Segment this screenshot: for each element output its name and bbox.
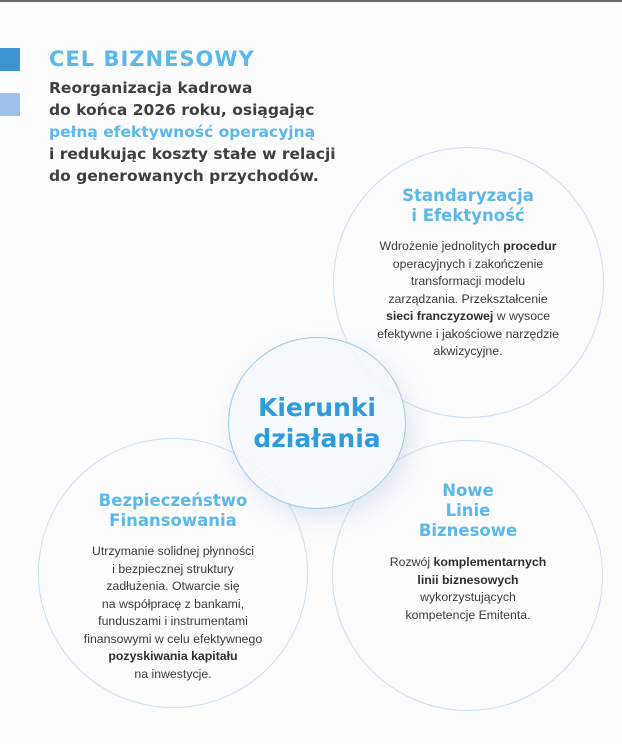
- goal-line: Reorganizacja kadrowa: [49, 79, 253, 97]
- body-bold: pozyskiwania kapitału: [108, 649, 238, 663]
- body-bold: komplementarnych: [433, 555, 547, 569]
- title-line: Linie: [445, 501, 491, 520]
- body-text: w wysoce: [493, 309, 551, 323]
- body-bold: procedur: [503, 239, 557, 253]
- body-line: na współpracę z bankami,: [101, 596, 245, 611]
- body-line: [53, 648, 293, 666]
- bezpieczenstwo-title: [53, 491, 293, 531]
- title-line: Biznesowe: [418, 521, 518, 540]
- title-line: Standaryzacja: [402, 186, 534, 205]
- body-line: [348, 238, 588, 256]
- title-line: Nowe: [442, 481, 494, 500]
- title-line: Finansowania: [109, 511, 237, 530]
- center-title-line: działania: [253, 424, 381, 453]
- body-line: akwizycyjne.: [433, 344, 503, 358]
- body-line: funduszami i instrumentami: [98, 614, 248, 628]
- body-line: transformacji modelu: [410, 274, 526, 288]
- title-line: i Efektyność: [411, 206, 525, 225]
- body-line: operacyjnych i zakończenie: [392, 256, 544, 271]
- body-line: [348, 572, 588, 590]
- body-bold: linii biznesowych: [417, 572, 519, 587]
- top-border: [0, 0, 622, 2]
- bezpieczenstwo-body: [53, 543, 293, 683]
- standaryzacja-title: [348, 186, 588, 226]
- goal-line: do generowanych przychodów.: [49, 167, 319, 185]
- nowe-linie-body: [348, 554, 588, 624]
- body-line: zarządzania. Przekształcenie: [388, 291, 548, 306]
- circle-kierunki-dzialania: [228, 337, 406, 509]
- decorative-square-dark: [0, 48, 20, 71]
- standaryzacja-body: [348, 238, 588, 361]
- body-text: Wdrożenie jednolitych: [379, 239, 504, 253]
- body-line: kompetencje Emitenta.: [405, 607, 531, 622]
- goal-line: do końca 2026 roku, osiągając: [49, 101, 315, 119]
- goal-line: i redukując koszty stałe w relacji: [49, 145, 336, 163]
- body-line: Utrzymanie solidnej płynności: [92, 544, 254, 558]
- title-line: Bezpieczeństwo: [98, 491, 248, 510]
- body-line: [348, 554, 588, 572]
- body-line: finansowymi w celu efektywnego: [83, 631, 263, 646]
- body-line: efektywne i jakościowe narzędzie: [377, 326, 559, 341]
- business-goal-text: [49, 77, 339, 187]
- business-goal-title: CEL BIZNESOWY: [49, 47, 255, 71]
- body-line: [348, 308, 588, 326]
- center-title-line: Kierunki: [257, 393, 377, 422]
- body-line: na inwestycje.: [134, 666, 212, 681]
- decorative-square-light: [0, 93, 20, 116]
- body-line: i bezpiecznej struktury: [112, 561, 234, 576]
- center-title: [253, 392, 380, 454]
- goal-line-highlight: pełną efektywność operacyjną: [49, 123, 316, 141]
- nowe-linie-title: [348, 481, 588, 541]
- body-line: wykorzystujących: [420, 590, 516, 604]
- body-text: Rozwój: [389, 555, 434, 569]
- body-bold: sieci franczyzowej: [385, 309, 494, 323]
- body-line: zadłużenia. Otwarcie się: [106, 579, 240, 593]
